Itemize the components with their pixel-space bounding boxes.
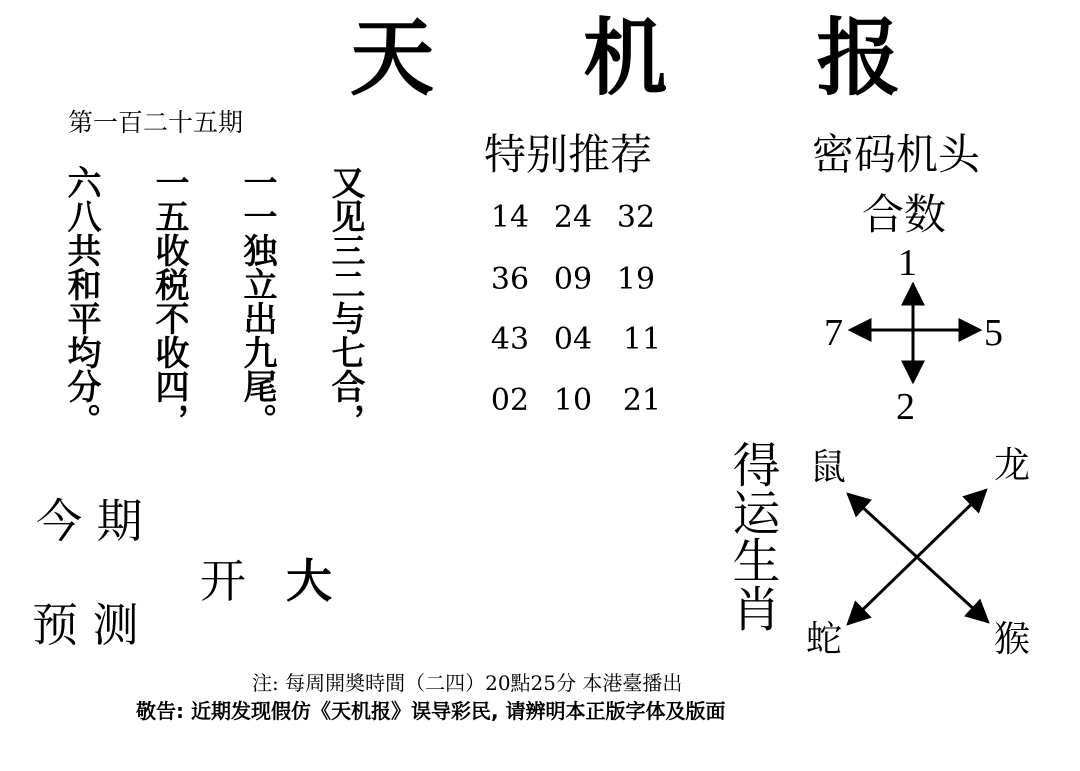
prediction-label-bottom: 预 测 [32, 598, 139, 652]
poem-column-4: 又见三二与七合， [325, 165, 365, 437]
special-number: 36 [490, 262, 530, 297]
poem-column-2: 一五收税不收四， [149, 165, 189, 437]
compass-cross-arrows [850, 284, 980, 382]
schedule-note: 注: 每周開奬時間（二四）20點25分 本港臺播出 [252, 671, 683, 695]
prediction-result-prefix: 开 [200, 554, 246, 608]
prediction-label-top: 今 期 [36, 494, 143, 548]
compass-left-number: 7 [824, 312, 843, 354]
special-number: 11 [622, 322, 662, 357]
special-number: 14 [490, 200, 530, 235]
zodiac-bottom-right: 猴 [994, 619, 1031, 660]
zodiac-cross-arrows [848, 490, 988, 624]
zodiac-arrow-diagonal-2 [848, 490, 986, 624]
special-number: 32 [616, 200, 656, 235]
prediction-result-value: 大 [286, 554, 332, 608]
zodiac-top-right: 龙 [994, 445, 1031, 486]
special-number: 02 [490, 383, 530, 418]
special-number: 24 [553, 200, 593, 235]
compass-bottom-number: 2 [896, 386, 915, 428]
lucky-zodiac-title: 得运生肖 [724, 440, 780, 632]
code-head-title: 密码机头 [812, 130, 981, 179]
compass-right-number: 5 [984, 312, 1003, 354]
issue-number: 第一百二十五期 [68, 108, 244, 137]
poem-column-1: 六八共和平均分。 [61, 165, 101, 437]
counterfeit-warning: 敬告: 近期发现假仿《天机报》误导彩民, 请辨明本正版字体及版面 [136, 699, 726, 723]
special-number: 21 [622, 383, 662, 418]
code-sum-subtitle: 合数 [862, 190, 947, 239]
special-number: 09 [553, 262, 593, 297]
special-number: 43 [490, 322, 530, 357]
special-number: 19 [616, 262, 656, 297]
compass-top-number: 1 [898, 242, 917, 284]
page-title: 天 机 报 [350, 8, 961, 107]
special-recommend-title: 特别推荐 [484, 130, 653, 179]
zodiac-bottom-left: 蛇 [806, 619, 843, 660]
poem-column-3: 一一独立出九尾。 [237, 165, 277, 437]
zodiac-top-left: 鼠 [810, 447, 847, 488]
special-number: 10 [553, 383, 593, 418]
special-number: 04 [553, 322, 593, 357]
